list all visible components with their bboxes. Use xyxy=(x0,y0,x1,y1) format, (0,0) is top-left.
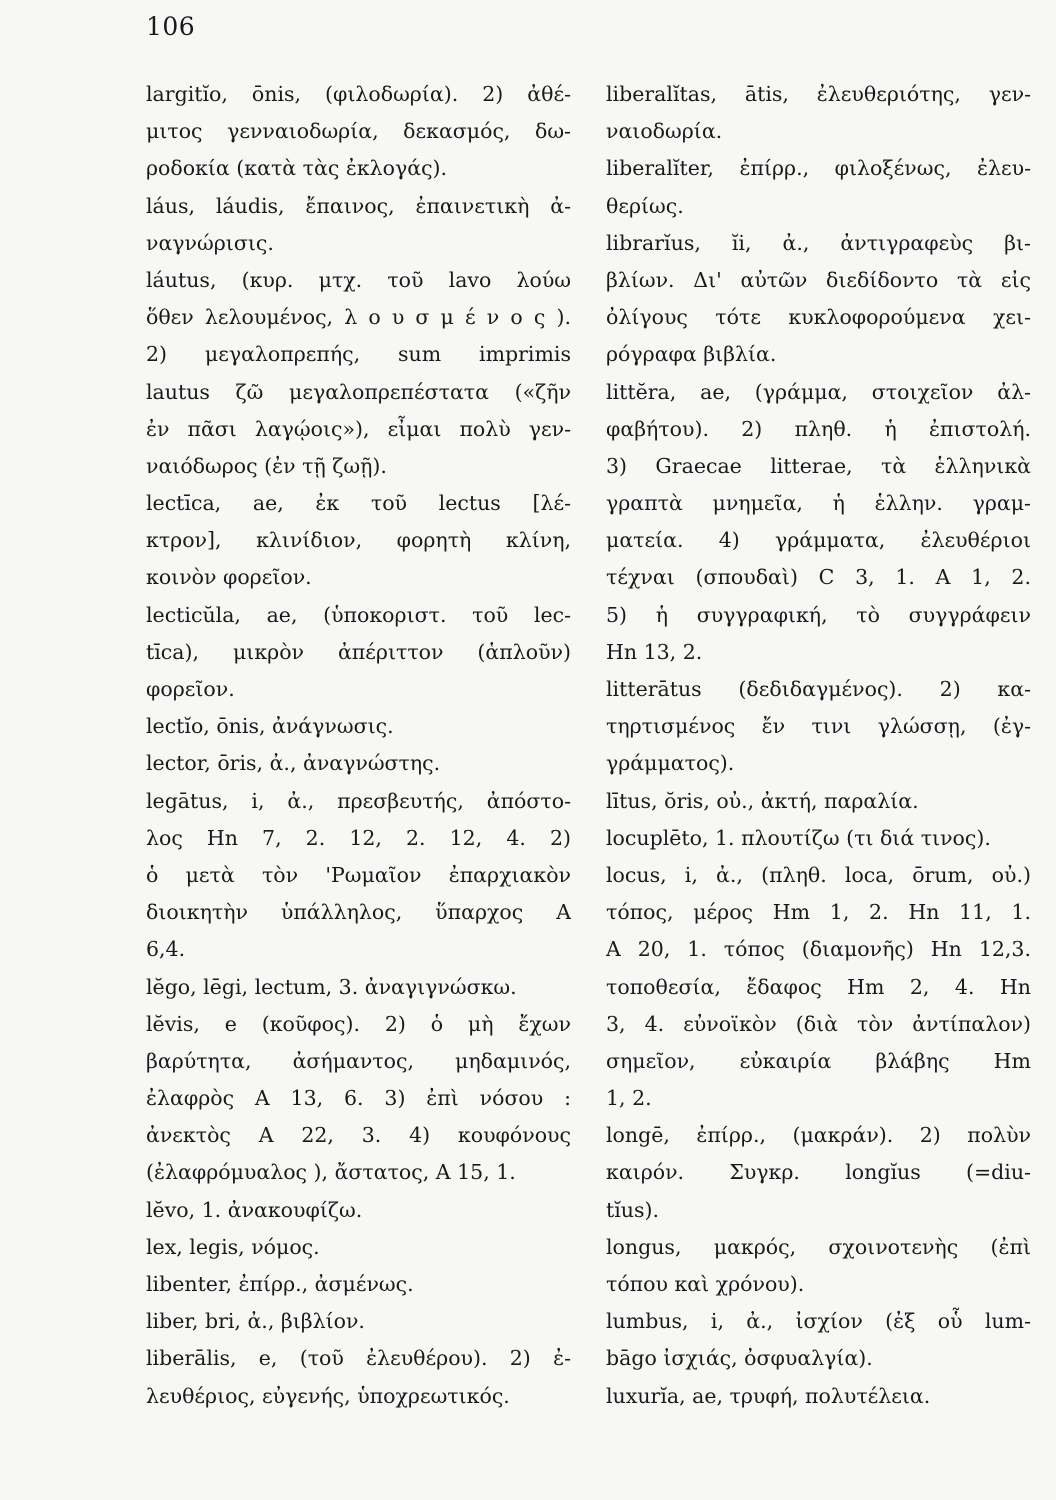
entry-line: ροδοκία (κατὰ τὰς ἐκλογάς). xyxy=(146,156,448,181)
entry-line: littĕra, ae, (γράμμα, στοιχεῖον ἀλ- xyxy=(606,379,1031,404)
entry-line: (ἐλαφρόμυαλος ), ἄστατος, A 15, 1. xyxy=(146,1160,516,1185)
entry-line: 2) μεγαλοπρεπής, sum imprimis xyxy=(146,342,571,367)
entry-line: τόπου καὶ χρόνου). xyxy=(606,1272,805,1296)
entry-line: ἐλαφρὸς A 13, 6. 3) ἐπὶ νόσου : xyxy=(146,1086,571,1111)
entry-line: φαβήτου). 2) πληθ. ἡ ἐπιστολή. xyxy=(606,416,1031,441)
dictionary-entry xyxy=(606,150,1031,224)
entry-line: liberalĭtas, ātis, ἐλευθεριότης, γεν- xyxy=(606,82,1031,106)
entry-line: ἐν πᾶσι λαγῴοις»), εἶμαι πολὺ γεν- xyxy=(146,416,571,441)
entry-line: κοινὸν φορεῖον. xyxy=(146,565,312,590)
dictionary-entry xyxy=(146,969,571,1006)
entry-line: γραπτὰ μνημεῖα, ἡ ἑλλην. γραμ- xyxy=(606,491,1031,516)
entry-line: legātus, i, ἀ., πρεσβευτής, ἀπόστο- xyxy=(146,788,571,813)
entry-line: 3) Graecae litterae, τὰ ἑλληνικὰ xyxy=(606,453,1031,478)
dictionary-entry xyxy=(146,708,571,745)
entry-line: ἀνεκτὸς A 22, 3. 4) κουφόνους xyxy=(146,1123,571,1148)
dictionary-entry xyxy=(146,1340,571,1414)
entry-line: longus, μακρός, σχοινοτενὴς (ἐπὶ xyxy=(606,1234,1031,1259)
entry-line: lectĭo, ōnis, ἀνάγνωσις. xyxy=(146,714,394,739)
dictionary-entry xyxy=(146,783,571,969)
entry-line: ρόγραφα βιβλία. xyxy=(606,342,777,367)
entry-line: 5) ἡ συγγραφική, τὸ συγγράφειν xyxy=(606,602,1031,627)
entry-line: tĭus). xyxy=(606,1197,660,1222)
entry-line: lecticŭla, ae, (ὑποκοριστ. τοῦ lec- xyxy=(146,602,571,627)
dictionary-entry xyxy=(146,76,571,188)
entry-line: liberālis, e, (τοῦ ἐλευθέρου). 2) ἐ- xyxy=(146,1346,571,1371)
entry-line: διοικητὴν ὑπάλληλος, ὕπαρχος A xyxy=(146,900,571,925)
entry-line: 3, 4. εὐνοϊκὸν (διὰ τὸν ἀντίπαλον) xyxy=(606,1011,1031,1036)
entry-line: ναγνώρισις. xyxy=(146,230,274,255)
entry-line: lĕvis, e (κοῦφος). 2) ὁ μὴ ἔχων xyxy=(146,1011,571,1036)
dictionary-entry xyxy=(146,597,571,709)
dictionary-entry xyxy=(606,1378,1031,1415)
entry-line: σημεῖον, εὐκαιρία βλάβης Hm xyxy=(606,1048,1031,1073)
entry-line: ὁ μετὰ τὸν 'Ρωμαῖον ἐπαρχιακὸν xyxy=(146,862,571,887)
dictionary-entry xyxy=(606,76,1031,150)
entry-line: θερίως. xyxy=(606,193,684,218)
entry-line: τοποθεσία, ἔδαφος Hm 2, 4. Hn xyxy=(606,974,1031,999)
dictionary-entry xyxy=(146,1192,571,1229)
entry-line: luxurĭa, ae, τρυφή, πολυτέλεια. xyxy=(606,1383,931,1408)
entry-line: locuplēto, 1. πλουτίζω (τι διά τινος). xyxy=(606,825,991,850)
dictionary-entry xyxy=(606,1229,1031,1303)
dictionary-entry xyxy=(146,1006,571,1192)
entry-line: βαρύτητα, ἀσήμαντος, μηδαμινός, xyxy=(146,1048,571,1073)
entry-line: lĕgo, lēgi, lectum, 3. ἀναγιγνώσκω. xyxy=(146,974,517,999)
entry-line: lĕvo, 1. ἀνακουφίζω. xyxy=(146,1197,363,1222)
entry-line: 1, 2. xyxy=(606,1086,652,1111)
dictionary-entry xyxy=(146,1229,571,1266)
entry-line: lectīca, ae, ἐκ τοῦ lectus [λέ- xyxy=(146,491,571,516)
entry-line: tīca), μικρὸν ἀπέριττον (ἁπλοῦν) xyxy=(146,639,571,664)
entry-line: βλίων. Δι' αὐτῶν διεδίδοντο τὰ εἰς xyxy=(606,267,1031,292)
dictionary-entry xyxy=(606,1117,1031,1229)
entry-line: liberalĭter, ἐπίρρ., φιλοξένως, ἐλευ- xyxy=(606,156,1031,181)
entry-line: locus, i, ἀ., (πληθ. loca, ōrum, οὐ.) xyxy=(606,862,1031,887)
dictionary-entry xyxy=(146,745,571,782)
entry-line: lautus ζῶ μεγαλοπρεπέστατα («ζῆν xyxy=(146,379,571,404)
dictionary-entry xyxy=(606,783,1031,820)
entry-line: ὅθεν λελουμένος, λ ο υ σ μ έ ν ο ς ). xyxy=(146,305,571,330)
entry-line: bāgo ἰσχιάς, ὀσφυαλγία). xyxy=(606,1346,873,1371)
entry-line: láutus, (κυρ. μτχ. τοῦ lavo λούω xyxy=(146,267,571,292)
entry-line: libenter, ἐπίρρ., ἀσμένως. xyxy=(146,1272,414,1296)
entry-line: ναιοδωρία. xyxy=(606,119,723,144)
dictionary-entry xyxy=(606,225,1031,374)
entry-line: μιτος γενναιοδωρία, δεκασμός, δω- xyxy=(146,119,571,144)
entry-line: lumbus, i, ἀ., ἰσχίον (ἐξ οὗ lum- xyxy=(606,1309,1031,1334)
entry-line: lector, ōris, ἀ., ἀναγνώστης. xyxy=(146,751,441,776)
entry-line: láus, láudis, ἔπαινος, ἐπαινετικὴ ἀ- xyxy=(146,193,571,218)
dictionary-entry xyxy=(146,188,571,262)
entry-line: A 20, 1. τόπος (διαμονῆς) Hn 12,3. xyxy=(606,937,1031,962)
entry-line: τόπος, μέρος Hm 1, 2. Hn 11, 1. xyxy=(606,900,1031,925)
dictionary-entry xyxy=(146,485,571,597)
entry-line: lītus, ŏris, οὐ., ἀκτή, παραλία. xyxy=(606,788,919,813)
dictionary-entry xyxy=(606,857,1031,1117)
entry-line: λος Hn 7, 2. 12, 2. 12, 4. 2) xyxy=(146,825,571,850)
dictionary-entry xyxy=(606,374,1031,672)
entry-line: lex, legis, νόμος. xyxy=(146,1234,320,1259)
entry-line: καιρόν. Συγκρ. longĭus (=diu- xyxy=(606,1160,1031,1185)
entry-line: φορεῖον. xyxy=(146,677,235,701)
dictionary-entry xyxy=(146,262,571,485)
entry-line: τηρτισμένος ἔν τινι γλώσσῃ, (ἐγ- xyxy=(606,714,1031,739)
right-column xyxy=(606,76,1031,1415)
dictionary-entry xyxy=(146,1303,571,1340)
entry-line: ματεία. 4) γράμματα, ἐλευθέριοι xyxy=(606,528,1031,553)
entry-line: ναιόδωρος (ἐν τῇ ζωῇ). xyxy=(146,453,387,478)
page-number: 106 xyxy=(146,12,196,41)
dictionary-entry xyxy=(606,1303,1031,1377)
dictionary-entry xyxy=(146,1266,571,1303)
entry-line: κτρον], κλινίδιον, φορητὴ κλίνη, xyxy=(146,528,571,553)
entry-line: τέχναι (σπουδαὶ) C 3, 1. A 1, 2. xyxy=(606,565,1031,590)
entry-line: γράμματος). xyxy=(606,751,735,776)
entry-line: Hn 13, 2. xyxy=(606,639,703,664)
entry-line: librarĭus, ĭi, ἀ., ἀντιγραφεὺς βι- xyxy=(606,230,1031,255)
entry-line: litterātus (δεδιδαγμένος). 2) κα- xyxy=(606,677,1031,701)
entry-line: largitĭo, ōnis, (φιλοδωρία). 2) ἀθέ- xyxy=(146,82,571,106)
dictionary-entry xyxy=(606,820,1031,857)
entry-line: liber, bri, ἀ., βιβλίον. xyxy=(146,1309,365,1334)
left-column xyxy=(146,76,571,1415)
entry-line: λευθέριος, εὐγενής, ὑποχρεωτικός. xyxy=(146,1383,510,1408)
entry-line: longē, ἐπίρρ., (μακράν). 2) πολὺν xyxy=(606,1123,1031,1148)
entry-line: ὀλίγους τότε κυκλοφορούμενα χει- xyxy=(606,305,1031,330)
entry-line: 6,4. xyxy=(146,937,186,962)
dictionary-entry xyxy=(606,671,1031,783)
